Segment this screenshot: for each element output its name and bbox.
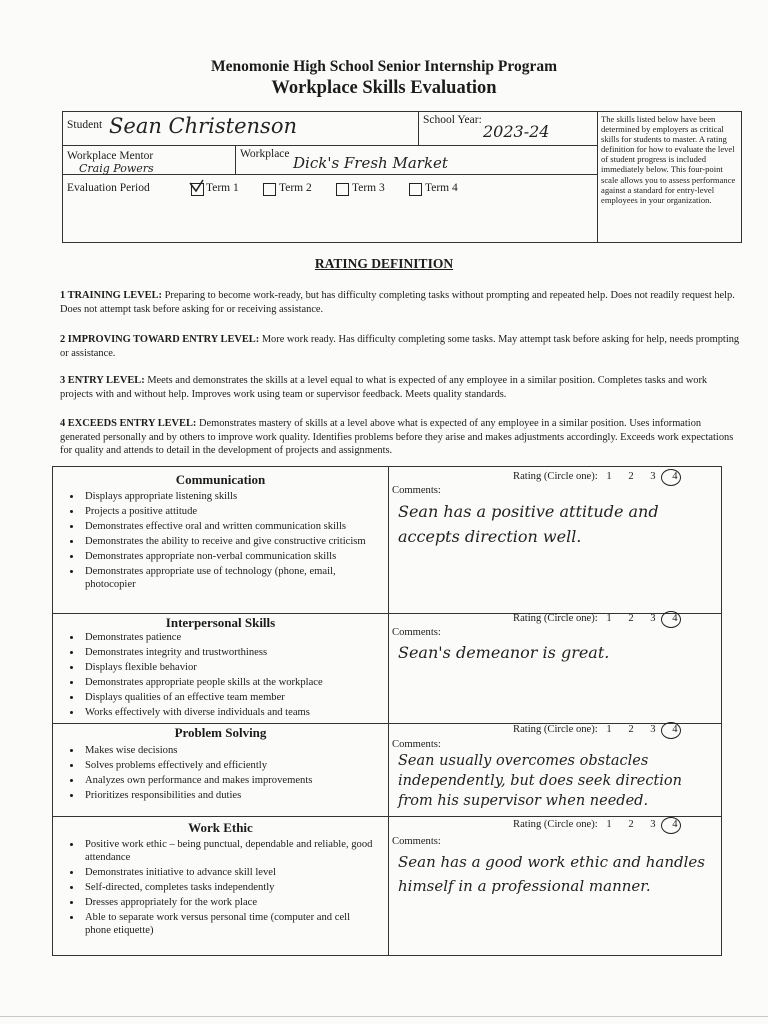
list-item: • Self-directed, completes tasks independently xyxy=(82,881,373,894)
work-ethic-rating xyxy=(513,819,678,830)
rating-option-1[interactable]: 1 xyxy=(606,819,612,830)
evaluation-table xyxy=(52,466,722,956)
list-item: • Makes wise decisions xyxy=(82,744,373,757)
interpersonal-comment[interactable]: Sean's demeanor is great. xyxy=(398,643,610,662)
rating-option-4[interactable]: 4 xyxy=(672,471,678,482)
workplace-name[interactable]: Dick's Fresh Market xyxy=(293,154,448,172)
list-item: • Positive work ethic – being punctual, dependable and reliable, good attendance xyxy=(82,838,373,864)
rating-option-4[interactable]: 4 xyxy=(672,724,678,735)
term1-label: Term 1 xyxy=(206,182,239,194)
rating-circle-mark xyxy=(661,611,681,628)
rating-option-1[interactable]: 1 xyxy=(606,613,612,624)
list-item: • Demonstrates the ability to receive and give constructive criticism xyxy=(82,535,373,548)
check-mark-icon xyxy=(188,179,205,196)
list-item: • Dresses appropriately for the work place xyxy=(82,896,373,909)
rating-option-2[interactable]: 2 xyxy=(628,471,634,482)
workplace-label: Workplace xyxy=(240,148,290,160)
rating-level-text: Preparing to become work-ready, but has difficulty completing tasks without prompting and repeated help. Does not readily request help. Does not attempt task before asking for or receiving assistance. xyxy=(60,290,735,315)
rating-level-2 xyxy=(60,333,740,360)
rating-level-4 xyxy=(60,417,740,458)
rating-prompt: Rating (Circle one): xyxy=(513,724,598,735)
communication-rating xyxy=(513,471,678,482)
student-label: Student xyxy=(67,119,103,131)
list-item: • Demonstrates appropriate people skills at the workplace xyxy=(82,676,373,689)
list-item: • Demonstrates effective oral and written communication skills xyxy=(82,520,373,533)
rating-level-text: Demonstrates mastery of skills at a level above what is expected of any employee in a similar position. Uses information generated personally and by others to improve work quality. Identifies problems before they arise and makes adjustments accordingly. Exceeds work expectations for quality and attends to detail in the development of projects and assignments. xyxy=(60,418,734,456)
rating-definition-title: RATING DEFINITION xyxy=(314,256,454,271)
mentor-label: Workplace Mentor xyxy=(67,150,154,162)
term3-checkbox[interactable] xyxy=(336,183,349,196)
rating-level-label: 1 TRAINING LEVEL: xyxy=(60,290,163,301)
comments-label: Comments: xyxy=(392,627,441,638)
school-year-label: School Year: xyxy=(423,114,482,126)
comments-label: Comments: xyxy=(392,485,441,496)
section-title-work-ethic: Work Ethic xyxy=(188,820,253,835)
problem-solving-rating xyxy=(513,724,678,735)
list-item: • Demonstrates appropriate non-verbal communication skills xyxy=(82,550,373,563)
rating-circle-mark xyxy=(661,722,681,739)
rating-option-3[interactable]: 3 xyxy=(650,724,656,735)
rating-option-2[interactable]: 2 xyxy=(628,819,634,830)
rating-level-text: More work ready. Has difficulty completing some tasks. May attempt task before asking for help, needs prompting or assistance. xyxy=(60,334,740,359)
problem-solving-skills-list xyxy=(53,744,373,804)
rating-circle-mark xyxy=(661,469,681,486)
list-item: • Displays flexible behavior xyxy=(82,661,373,674)
list-item: • Demonstrates patience xyxy=(82,631,373,644)
term1-checkbox[interactable] xyxy=(191,183,204,196)
mentor-name[interactable]: Craig Powers xyxy=(79,162,154,175)
rating-level-3 xyxy=(60,374,740,401)
evaluation-period-label: Evaluation Period xyxy=(67,182,150,194)
rating-option-4[interactable]: 4 xyxy=(672,819,678,830)
work-ethic-comment[interactable]: Sean has a good work ethic and handles himself in a professional manner. xyxy=(398,853,705,895)
rating-option-3[interactable]: 3 xyxy=(650,819,656,830)
page-edge-divider xyxy=(0,1016,768,1017)
student-name[interactable]: Sean Christenson xyxy=(109,114,297,138)
communication-comment[interactable]: Sean has a positive attitude and accepts direction well. xyxy=(398,502,659,546)
term2-checkbox[interactable] xyxy=(263,183,276,196)
term3-label: Term 3 xyxy=(352,182,385,194)
rating-option-3[interactable]: 3 xyxy=(650,471,656,482)
section-title-problem-solving: Problem Solving xyxy=(174,725,267,740)
rating-level-label: 3 ENTRY LEVEL: xyxy=(60,375,145,386)
form-title: Workplace Skills Evaluation xyxy=(271,78,497,98)
communication-skills-list xyxy=(53,490,373,593)
list-item: • Displays qualities of an effective team member xyxy=(82,691,373,704)
interpersonal-skills-list xyxy=(53,631,373,721)
rating-prompt: Rating (Circle one): xyxy=(513,819,598,830)
list-item: • Demonstrates integrity and trustworthiness xyxy=(82,646,373,659)
rating-level-label: 4 EXCEEDS ENTRY LEVEL: xyxy=(60,418,197,429)
problem-solving-comment[interactable]: Sean usually overcomes obstacles independently, but does seek direction from his supervisor when needed. xyxy=(398,753,682,809)
school-year-value[interactable]: 2023-24 xyxy=(483,122,550,141)
rating-option-4[interactable]: 4 xyxy=(672,613,678,624)
list-item: • Able to separate work versus personal time (computer and cell phone etiquette) xyxy=(82,911,373,937)
list-item: • Projects a positive attitude xyxy=(82,505,373,518)
rating-level-text: Meets and demonstrates the skills at a level equal to what is expected of any employee in a similar position. Completes tasks and work projects with and without help. Improves work using team or supervisor feedback. Meets quality standards. xyxy=(60,375,708,400)
rating-option-2[interactable]: 2 xyxy=(628,613,634,624)
comments-label: Comments: xyxy=(392,739,441,750)
skills-note: The skills listed below have been determined by employers as critical skills for students to master. A rating definition for how to evaluate the level of student progress is included immediately below. This four-point scale allows you to assess performance against a standard for entry-level employees in your organization. xyxy=(601,114,736,205)
term4-label: Term 4 xyxy=(425,182,458,194)
rating-option-1[interactable]: 1 xyxy=(606,471,612,482)
list-item: • Demonstrates initiative to advance skill level xyxy=(82,866,373,879)
term4-checkbox[interactable] xyxy=(409,183,422,196)
rating-option-2[interactable]: 2 xyxy=(628,724,634,735)
list-item: • Solves problems effectively and efficiently xyxy=(82,759,373,772)
section-title-interpersonal: Interpersonal Skills xyxy=(165,615,276,630)
rating-prompt: Rating (Circle one): xyxy=(513,471,598,482)
work-ethic-skills-list xyxy=(53,838,373,939)
list-item: • Prioritizes responsibilities and duties xyxy=(82,789,373,802)
list-item: • Demonstrates appropriate use of technology (phone, email, photocopier xyxy=(82,565,373,591)
student-info-box xyxy=(62,111,742,243)
rating-prompt: Rating (Circle one): xyxy=(513,613,598,624)
rating-option-3[interactable]: 3 xyxy=(650,613,656,624)
rating-option-1[interactable]: 1 xyxy=(606,724,612,735)
list-item: • Displays appropriate listening skills xyxy=(82,490,373,503)
interpersonal-rating xyxy=(513,613,678,624)
rating-level-label: 2 IMPROVING TOWARD ENTRY LEVEL: xyxy=(60,334,260,345)
term2-label: Term 2 xyxy=(279,182,312,194)
comments-label: Comments: xyxy=(392,836,441,847)
rating-circle-mark xyxy=(661,817,681,834)
program-name: Menomonie High School Senior Internship Program xyxy=(210,58,558,75)
rating-level-1 xyxy=(60,289,740,316)
list-item: • Works effectively with diverse individuals and teams xyxy=(82,706,373,719)
list-item: • Analyzes own performance and makes improvements xyxy=(82,774,373,787)
section-title-communication: Communication xyxy=(175,472,266,487)
